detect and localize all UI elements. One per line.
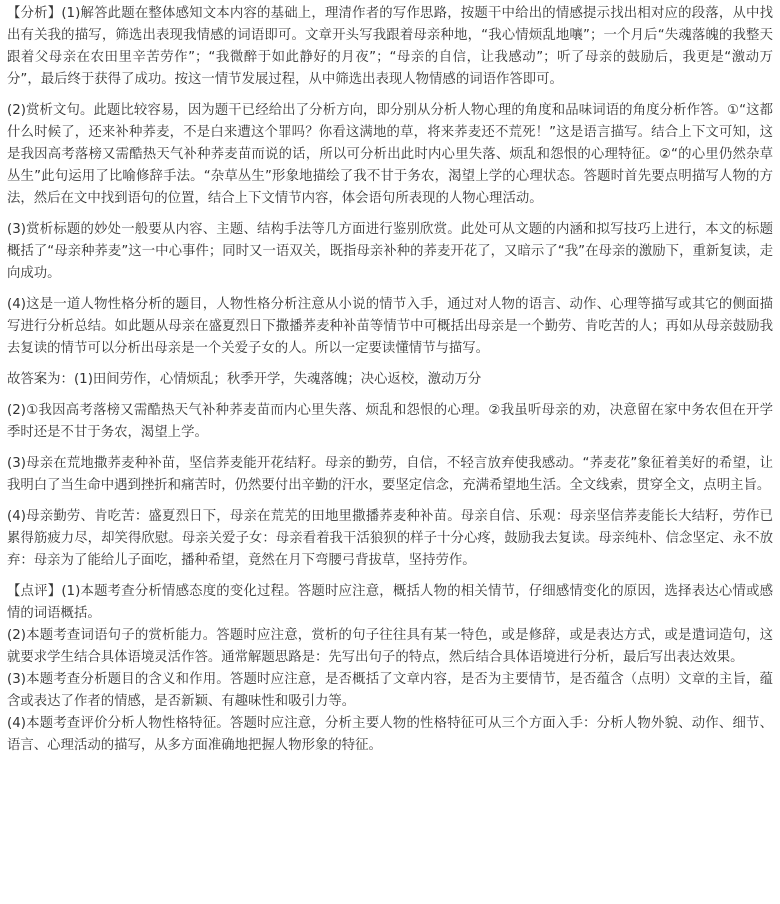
answer-paragraph-2: (2)①我因高考落榜又需酷热天气补种荞麦苗而内心里失落、烦乱和怨恨的心理。②我虽听母亲的劝，决意留在家中务农但在开学季时还是不甘于务农，渴望上学。 — [7, 403, 773, 440]
comment-paragraph-3: (3)本题考查分析题目的含义和作用。答题时应注意，是否概括了文章内容，是否为主要情节，是否蕴含（点明）文章的主旨，蕴含或表达了作者的情感，是否新颖、有趣味性和吸引力等。 — [7, 672, 773, 709]
answer-paragraph-4: (4)母亲勤劳、肯吃苦：盛夏烈日下，母亲在荒芜的田地里撒播荞麦种补苗。母亲自信、乐观：母亲坚信荞麦能长大结籽，劳作已累得筋疲力尽，却笑得欣慰。母亲关爱子女：母亲看着我干活狼狈的样子十分心疼，鼓励我去复读。母亲纯朴、信念坚定、永不放弃：母亲为了能给儿子面吃，播种希望，竟然在月下弯腰弓背拔草，坚持劳作。 — [7, 509, 773, 568]
comment-paragraph-2: (2)本题考查词语句子的赏析能力。答题时应注意，赏析的句子往往具有某一特色，或是修辞，或是表达方式，或是遣词造句，这就要求学生结合具体语境灵活作答。通常解题思路是：先写出句子的特点，然后结合具体语境进行分析，最后写出表达效果。 — [7, 628, 773, 665]
analysis-paragraph-2: (2)赏析文句。此题比较容易，因为题干已经给出了分析方向，即分别从分析人物心理的角度和品味词语的角度分析作答。①“这都什么时候了，还来补种荞麦，不是白来遭这个罪吗？你看这满地的草，将来荞麦还不荒死！”这是语言描写。结合上下文可知，这是我因高考落榜又需酷热天气补种荞麦苗而说的话，所以可分析出此时内心里失落、烦乱和怨恨的心理特征。②“的心里仍然杂草丛生”此句运用了比喻修辞手法。“杂草丛生”形象地描绘了我不甘于务农，渴望上学的心理状态。答题时首先要点明描写人物的方法，然后在文中找到语句的位置，结合上下文情节内容，体会语句所表现的人物心理活动。 — [7, 103, 773, 206]
comment-paragraph-4: (4)本题考查评价分析人物性格特征。答题时应注意，分析主要人物的性格特征可从三个方面入手：分析人物外貌、动作、细节、语言、心理活动的描写，从多方面准确地把握人物形象的特征。 — [7, 716, 773, 753]
answer-paragraph-1: 故答案为：(1)田间劳作，心情烦乱；秋季开学，失魂落魄；决心返校，激动万分 — [7, 372, 482, 387]
answer-paragraph-3: (3)母亲在荒地撒荞麦种补苗，坚信荞麦能开花结籽。母亲的勤劳，自信，不轻言放弃使我感动。“荞麦花”象征着美好的希望，让我明白了当生命中遇到挫折和痛苦时，仍然要付出辛勤的汗水，要坚定信念，充满希望地生活。全文线索，贯穿全文，点明主旨。 — [7, 456, 773, 493]
analysis-paragraph-1: 【分析】(1)解答此题在整体感知文本内容的基础上，理清作者的写作思路，按题干中给出的情感提示找出相对应的段落，从中找出有关我的描写，筛选出表现我情感的词语即可。文章开头写我跟着母亲种地，“我心情烦乱地嚷”；一个月后“失魂落魄的我整天跟着父母亲在农田里辛苦劳作”；“我微醉于如此静好的月夜”；“母亲的自信，让我感动”；听了母亲的鼓励后，我更是“激动万分”，最后终于获得了成功。按这一情节发展过程，从中筛选出表现人物情感的词语作答即可。 — [7, 6, 773, 87]
analysis-paragraph-3: (3)赏析标题的妙处一般要从内容、主题、结构手法等几方面进行鉴别欣赏。此处可从文题的内涵和拟写技巧上进行，本文的标题概括了“母亲种荞麦”这一中心事件；同时又一语双关，既指母亲补种的荞麦开花了，又暗示了“我”在母亲的激励下，重新复读，走向成功。 — [7, 222, 773, 281]
analysis-paragraph-4: (4)这是一道人物性格分析的题目，人物性格分析注意从小说的情节入手，通过对人物的语言、动作、心理等描写或其它的侧面描写进行分析总结。如此题从母亲在盛夏烈日下撒播荞麦种补苗等情节中可概括出母亲是一个勤劳、肯吃苦的人；再如从母亲鼓励我去复读的情节可以分析出母亲是一个关爱子女的人。所以一定要读懂情节与描写。 — [7, 297, 773, 356]
comment-paragraph-1: 【点评】(1)本题考查分析情感态度的变化过程。答题时应注意，概括人物的相关情节，仔细感情变化的原因，选择表达心情或感情的词语概括。 — [7, 584, 773, 621]
